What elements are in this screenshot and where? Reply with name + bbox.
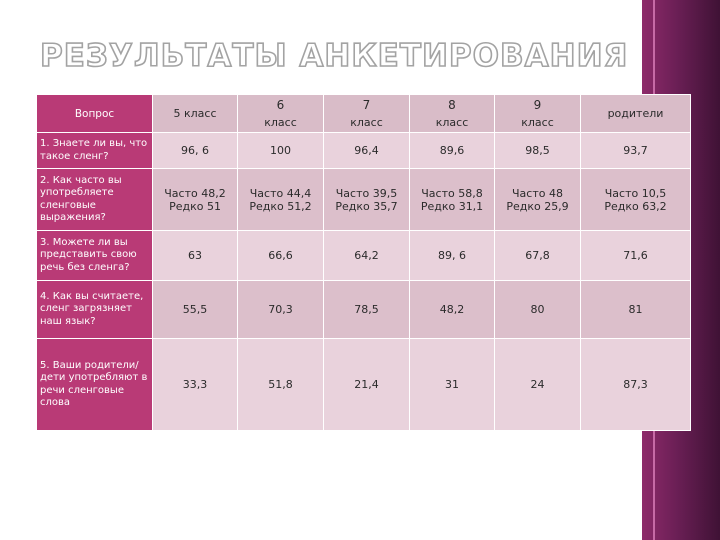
table-row: [37, 281, 691, 339]
value-cell: 66,6: [238, 231, 324, 281]
header-grade-8: [410, 95, 495, 133]
value-cell: 96,4: [324, 133, 410, 169]
value-cell: 89, 6: [410, 231, 495, 281]
table-row: [37, 339, 691, 431]
header-grade-7-word: класс: [350, 115, 383, 129]
table-row: [37, 231, 691, 281]
question-cell: 2. Как часто вы употребляете сленговые выражения?: [37, 169, 153, 231]
value-cell: [238, 169, 324, 231]
often-value: Часто 39,5: [335, 186, 398, 200]
value-cell: [581, 169, 691, 231]
value-cell: 31: [410, 339, 495, 431]
table-row: [37, 133, 691, 169]
value-cell: 81: [581, 281, 691, 339]
value-cell: [410, 169, 495, 231]
rarely-value: Редко 25,9: [506, 199, 569, 213]
often-value: Часто 48,2: [164, 186, 226, 200]
value-cell: 64,2: [324, 231, 410, 281]
value-cell: 70,3: [238, 281, 324, 339]
value-cell: [324, 169, 410, 231]
header-question: Вопрос: [37, 95, 153, 133]
header-grade-9: [495, 95, 581, 133]
often-value: Часто 10,5: [604, 186, 667, 200]
question-cell: 1. Знаете ли вы, что такое сленг?: [37, 133, 153, 169]
value-cell: 89,6: [410, 133, 495, 169]
header-grade-6-word: класс: [264, 115, 297, 129]
slide-title: РЕЗУЛЬТАТЫ АНКЕТИРОВАНИЯ: [40, 38, 629, 74]
header-grade-8-number: 8: [448, 97, 456, 112]
rarely-value: Редко 51: [169, 199, 221, 213]
header-grade-9-word: класс: [521, 115, 554, 129]
header-grade-6: [238, 95, 324, 133]
often-value: Часто 58,8: [421, 186, 483, 200]
header-grade-7-number: 7: [362, 97, 371, 112]
value-cell: 78,5: [324, 281, 410, 339]
value-cell: [495, 169, 581, 231]
value-cell: 96, 6: [153, 133, 238, 169]
header-grade-7: [324, 95, 410, 133]
rarely-value: Редко 51,2: [249, 199, 312, 213]
value-cell: 71,6: [581, 231, 691, 281]
often-value: Часто 44,4: [249, 186, 312, 200]
table-row: [37, 169, 691, 231]
question-cell: 4. Как вы считаете, сленг загрязняет наш язык?: [37, 281, 153, 339]
value-cell: 63: [153, 231, 238, 281]
value-cell: 80: [495, 281, 581, 339]
value-cell: 100: [238, 133, 324, 169]
header-parents: родители: [581, 95, 691, 133]
question-cell: 3. Можете ли вы представить свою речь без сленга?: [37, 231, 153, 281]
often-value: Часто 48: [512, 186, 563, 200]
table-header-row: [37, 95, 691, 133]
survey-results-table: [36, 94, 691, 431]
value-cell: 67,8: [495, 231, 581, 281]
header-grade-6-number: 6: [276, 97, 285, 112]
rarely-value: Редко 63,2: [604, 199, 667, 213]
header-grade-5: 5 класс: [153, 95, 238, 133]
question-cell: 5. Ваши родители/дети употребляют в речи сленговые слова: [37, 339, 153, 431]
value-cell: 93,7: [581, 133, 691, 169]
header-grade-8-word: класс: [435, 115, 469, 129]
value-cell: 87,3: [581, 339, 691, 431]
rarely-value: Редко 31,1: [420, 199, 484, 213]
header-grade-9-number: 9: [533, 97, 542, 112]
value-cell: 98,5: [495, 133, 581, 169]
value-cell: 51,8: [238, 339, 324, 431]
value-cell: [153, 169, 238, 231]
value-cell: 33,3: [153, 339, 238, 431]
value-cell: 24: [495, 339, 581, 431]
value-cell: 48,2: [410, 281, 495, 339]
rarely-value: Редко 35,7: [335, 199, 398, 213]
value-cell: 55,5: [153, 281, 238, 339]
value-cell: 21,4: [324, 339, 410, 431]
